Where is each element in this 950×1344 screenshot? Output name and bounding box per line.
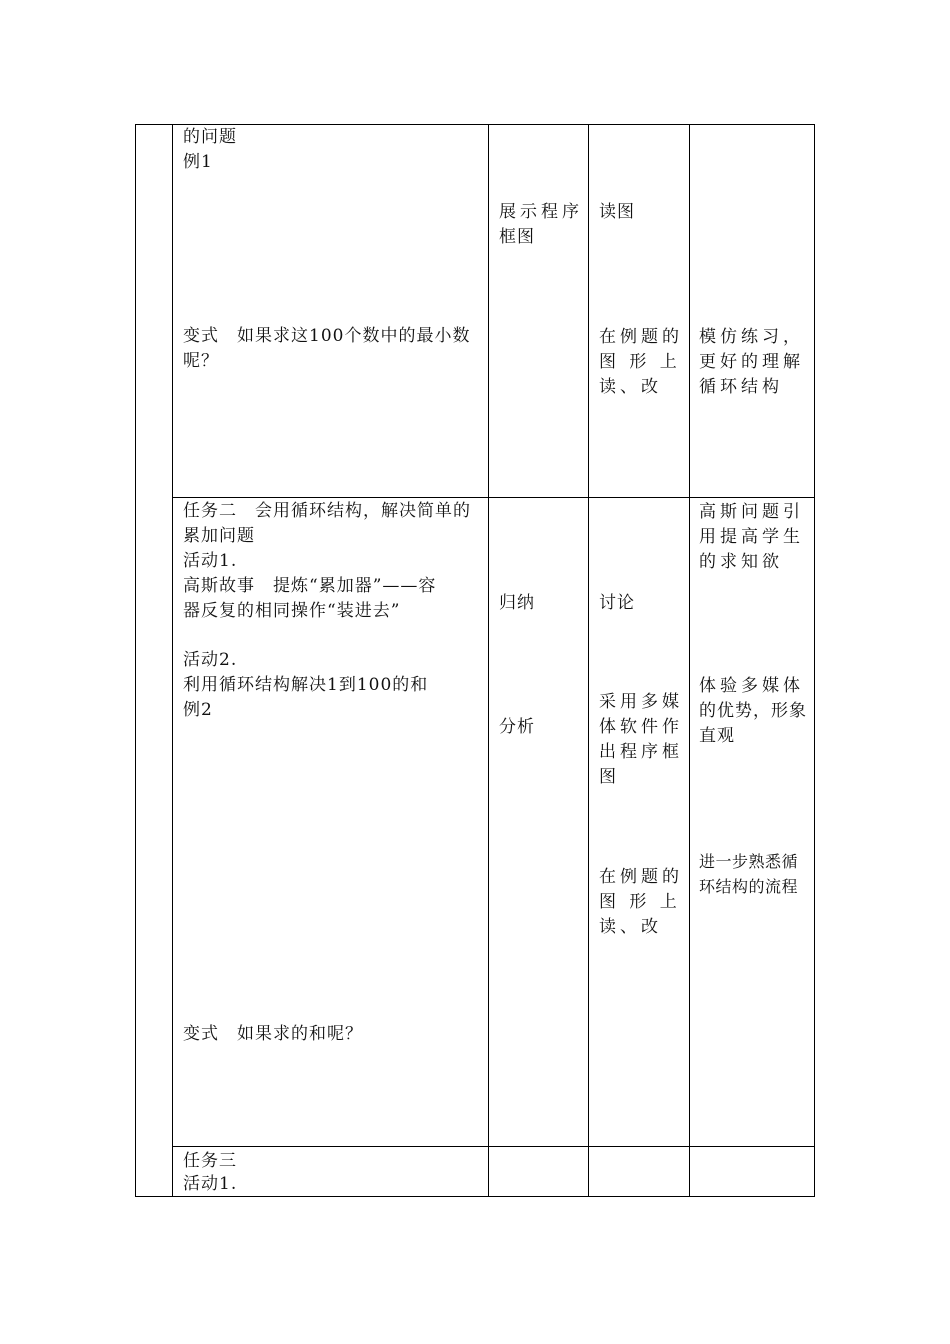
row1-teacher-line: 展示程序 [499,202,583,222]
table-right-border [814,124,815,1197]
row2-student-line: 图 [599,767,617,787]
row1-content-line: 呢？ [183,351,219,371]
row2-intent-line: 的求知欲 [699,552,783,572]
row2-content-line: 活动1. [183,551,238,571]
row2-student-line: 采用多媒 [599,692,683,712]
row2-content-line: 累加问题 [183,526,255,546]
row1-student-line: 图 形 上 [599,352,681,372]
row-divider-2 [172,1146,815,1147]
row1-content-line: 变式 如果求这100个数中的最小数 [183,326,471,346]
row2-content-line: 任务二 会用循环结构，解决简单的 [183,501,471,521]
row2-student-line: 图 形 上 [599,892,681,912]
row2-content-line: 例2 [183,700,213,720]
row2-content-line: 变式 如果求的和呢？ [183,1024,363,1044]
row1-intent-line: 更好的理解 [699,352,804,372]
row2-content-line: 高斯故事 提炼“累加器”——容 [183,576,437,596]
row2-intent-line: 直观 [699,726,735,746]
row2-teacher-line: 归纳 [499,593,535,613]
row2-student-line: 讨论 [599,593,635,613]
row2-student-line: 体软件作 [599,717,683,737]
row1-intent-line: 模仿练习， [699,327,804,347]
row2-content-line: 活动2. [183,650,238,670]
row1-student-line: 读图 [599,202,635,222]
row3-content-line: 任务三 [183,1151,237,1171]
column-divider-3 [588,124,589,1197]
row-divider-1 [172,497,815,498]
row3-content-line: 活动1. [183,1174,238,1194]
table-top-border [135,124,815,125]
row2-student-line: 在例题的 [599,867,683,887]
row2-intent-line: 用提高学生 [699,527,804,547]
row1-student-line: 在例题的 [599,327,683,347]
column-divider-1 [172,124,173,1197]
row2-intent-line: 环结构的流程 [699,877,799,896]
row2-intent-line: 的优势，形象 [699,701,807,721]
row2-intent-line: 体验多媒体 [699,676,804,696]
row2-intent-line: 高斯问题引 [699,502,804,522]
row2-student-line: 读、改 [599,917,662,937]
row1-intent-line: 循环结构 [699,377,783,397]
row1-teacher-line: 框图 [499,227,535,247]
row2-content-line: 器反复的相同操作“装进去” [183,601,401,621]
row1-student-line: 读、改 [599,377,662,397]
row2-student-line: 出程序框 [599,742,683,762]
column-divider-2 [488,124,489,1197]
row1-content-line: 例1 [183,152,213,172]
table-left-border [135,124,136,1197]
row2-content-line: 利用循环结构解决1到100的和 [183,675,429,695]
row1-content-line: 的问题 [183,127,237,147]
row2-teacher-line: 分析 [499,717,535,737]
column-divider-4 [689,124,690,1197]
row2-intent-line: 进一步熟悉循 [699,852,799,871]
